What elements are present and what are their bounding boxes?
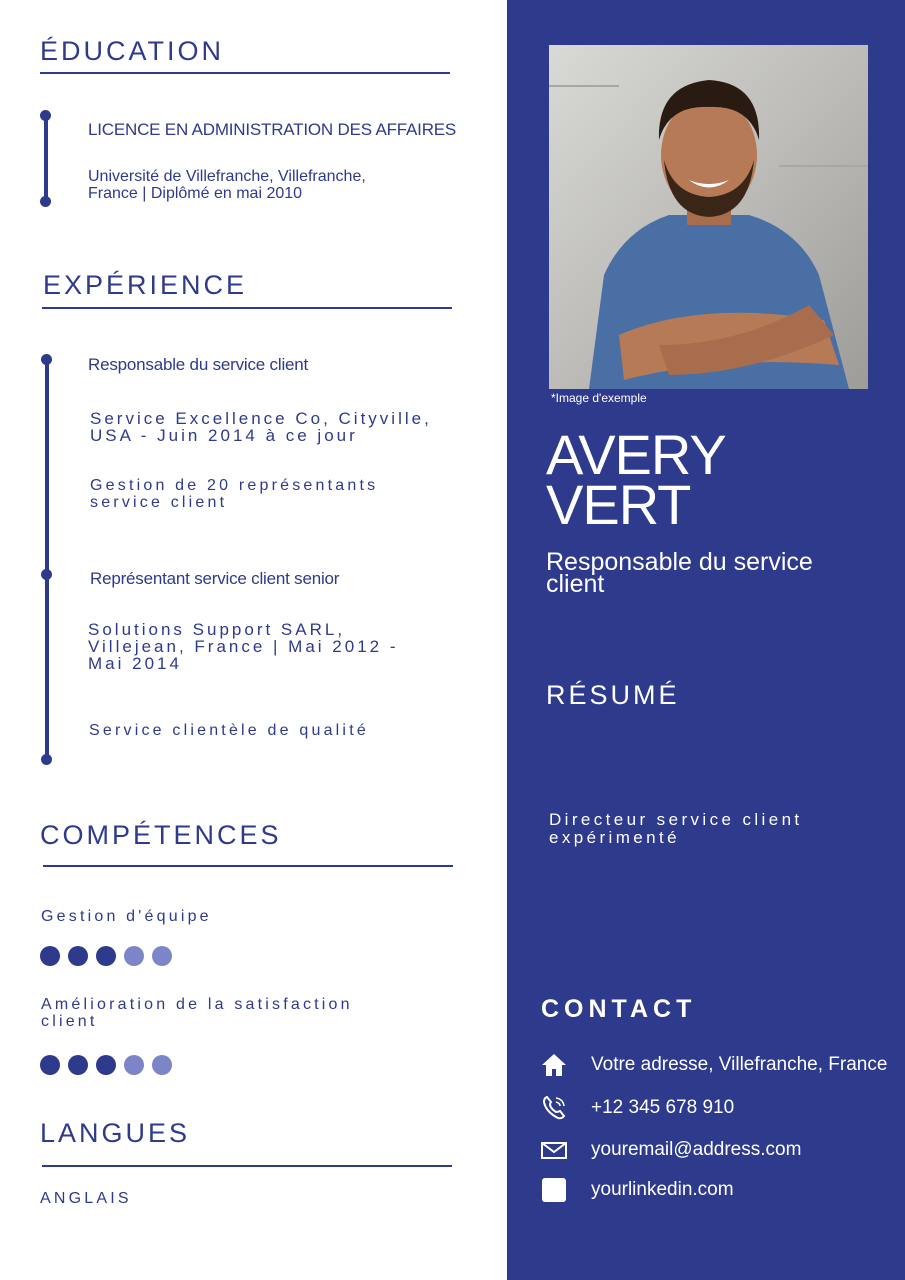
skill-name-line-1: Amélioration de la satisfaction (41, 996, 353, 1013)
education-timeline (44, 115, 48, 202)
school-line-1: Université de Villefranche, Villefranche, (88, 168, 366, 185)
timeline-dot (41, 569, 52, 580)
timeline-dot (41, 754, 52, 765)
summary-line-2: expérimenté (549, 828, 680, 847)
skills-rule (43, 865, 453, 867)
rating-dot (40, 946, 60, 966)
job-description-line-2: service client (90, 494, 228, 511)
role-line-1: Responsable du service (546, 548, 813, 576)
experience-heading: EXPÉRIENCE (43, 270, 248, 300)
school-line-2: France | Diplômé en mai 2010 (88, 185, 303, 202)
profile-photo (549, 45, 868, 389)
job-company-line-1: Service Excellence Co, Cityville, (90, 409, 432, 428)
job-description-line-1: Service clientèle de qualité (89, 722, 369, 739)
contact-address: Votre adresse, Villefranche, France (591, 1054, 888, 1075)
rating-dot (68, 1055, 88, 1075)
contact-phone[interactable]: +12 345 678 910 (591, 1097, 735, 1118)
contact-linkedin[interactable]: yourlinkedin.com (591, 1179, 734, 1200)
job-title: Responsable du service client (88, 355, 309, 374)
education-heading: ÉDUCATION (40, 36, 225, 66)
contact-heading: CONTACT (541, 995, 697, 1023)
experience-rule (42, 307, 452, 309)
language-item: ANGLAIS (40, 1190, 132, 1207)
summary-line-1: Directeur service client (549, 810, 803, 829)
contact-address-row (541, 1052, 888, 1078)
education-rule (40, 72, 450, 74)
person-role (546, 548, 866, 598)
contact-email[interactable]: youremail@address.com (591, 1139, 802, 1160)
job-company-line-2: Villejean, France | Mai 2012 - (88, 637, 399, 656)
home-icon (541, 1052, 567, 1078)
rating-dot (40, 1055, 60, 1075)
photo-caption: *Image d'exemple (551, 391, 647, 405)
skill-rating (40, 1055, 172, 1075)
timeline-dot (40, 110, 51, 121)
timeline-dot (41, 354, 52, 365)
rating-dot (124, 1055, 144, 1075)
rating-dot (96, 946, 116, 966)
experience-timeline (45, 358, 49, 760)
contact-linkedin-row (541, 1177, 734, 1203)
job-title: Représentant service client senior (90, 569, 340, 588)
person-name (546, 423, 726, 536)
rating-dot (68, 946, 88, 966)
first-name: AVERY (546, 423, 726, 486)
job-company-line-3: Mai 2014 (88, 654, 182, 673)
skills-heading: COMPÉTENCES (40, 820, 282, 850)
contact-phone-row (541, 1095, 735, 1121)
languages-rule (42, 1165, 452, 1167)
rating-dot (96, 1055, 116, 1075)
job-description-line-1: Gestion de 20 représentants (90, 477, 379, 494)
skill-name: Gestion d'équipe (41, 908, 212, 925)
job-company-line-2: USA - Juin 2014 à ce jour (90, 426, 358, 445)
skill-name-line-2: client (41, 1013, 98, 1030)
mail-icon (541, 1137, 567, 1163)
rating-dot (124, 946, 144, 966)
degree-title: LICENCE EN ADMINISTRATION DES AFFAIRES (88, 120, 457, 139)
phone-icon (541, 1095, 567, 1121)
summary-heading: RÉSUMÉ (546, 680, 680, 710)
linkedin-icon (541, 1177, 567, 1203)
rating-dot (152, 946, 172, 966)
languages-heading: LANGUES (40, 1118, 191, 1148)
job-company-line-1: Solutions Support SARL, (88, 620, 346, 639)
contact-email-row (541, 1137, 802, 1163)
role-line-2: client (546, 570, 605, 598)
timeline-dot (40, 196, 51, 207)
rating-dot (152, 1055, 172, 1075)
last-name: VERT (546, 473, 691, 536)
skill-rating (40, 946, 172, 966)
person-photo-icon (549, 45, 868, 389)
